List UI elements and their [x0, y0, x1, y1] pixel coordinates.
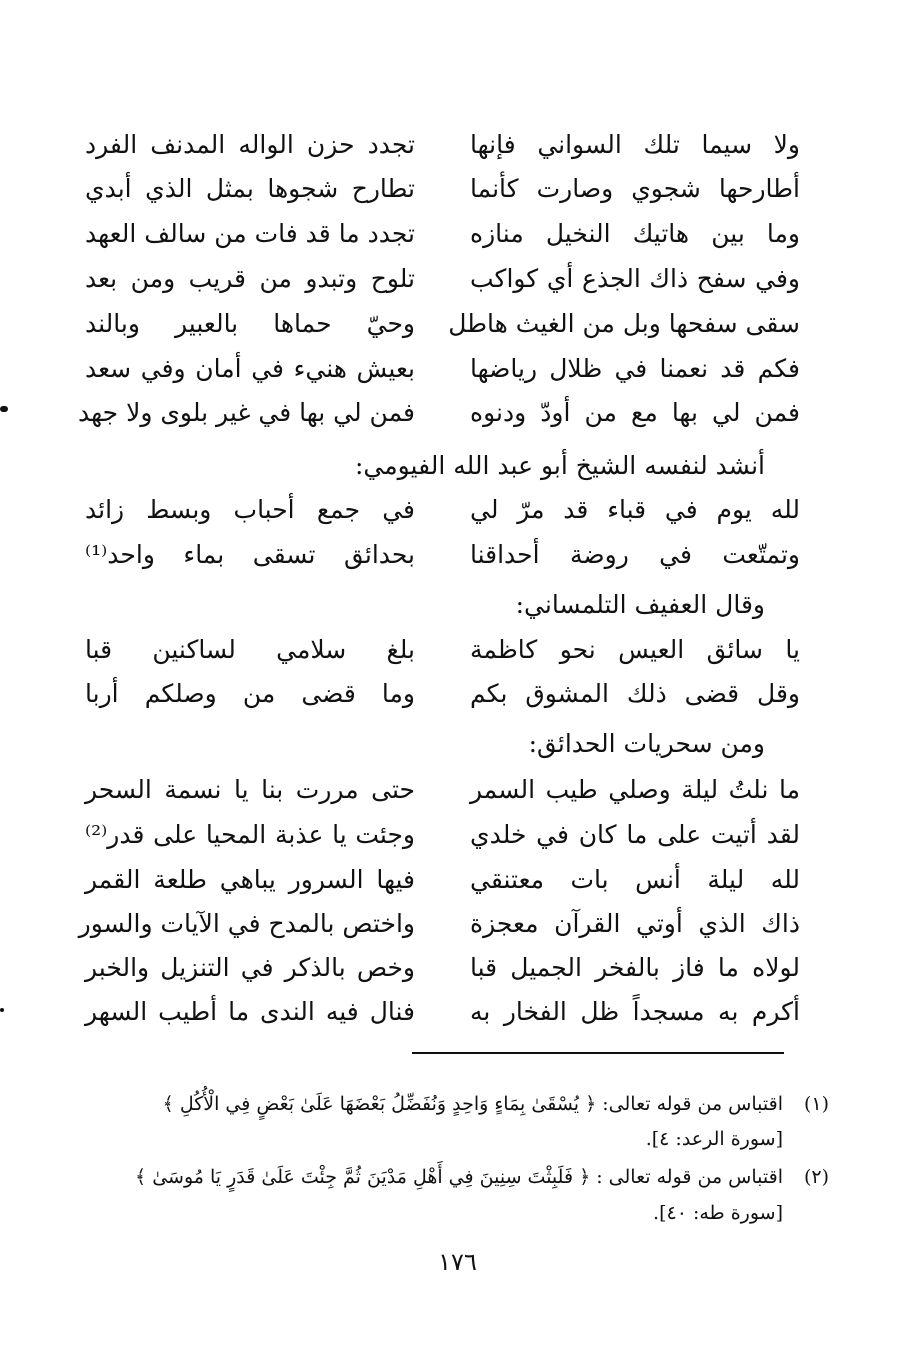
- second-hemistich: فيها السرور يباهي طلعة القمر: [85, 865, 415, 894]
- second-hemistich: واختص بالمدح في الآيات والسور: [78, 909, 415, 938]
- footnote-reference: [سورة طه: ٤٠].: [653, 1202, 783, 1224]
- first-hemistich: فمن لي بها مع من أودّ ودنوه: [470, 398, 800, 427]
- first-hemistich: ذاك الذي أوتي القرآن معجزة: [470, 909, 800, 938]
- first-hemistich: أطارحها شجوي وصارت كأنما: [470, 174, 800, 203]
- second-hemistich: بحدائق تسقى بماء واحد⁽¹⁾: [85, 540, 415, 569]
- verse-line: [70, 945, 800, 991]
- second-hemistich: في جمع أحباب وبسط زائد: [85, 495, 415, 524]
- verse-line: [70, 487, 800, 533]
- footnote-text: اقتباس من قوله تعالى: ﴿ يُسْقَىٰ بِمَاءٍ وَاحِدٍ وَنُفَضِّلُ بَعْضَهَا عَلَىٰ بَعْضٍ فِي الْأُكُلِ ﴾: [162, 1093, 783, 1115]
- second-hemistich: بلغ سلامي لساكنين قبا: [85, 635, 415, 664]
- first-hemistich: وتمتّعت في روضة أحداقنا: [470, 540, 800, 569]
- page-number: ١٧٦: [438, 1248, 477, 1276]
- footnote-text: اقتباس من قوله تعالى : ﴿ فَلَبِثْتَ سِنِينَ فِي أَهْلِ مَدْيَنَ ثُمَّ جِئْتَ عَلَىٰ قَدَرٍ يَا مُوسَىٰ ﴾: [135, 1166, 783, 1188]
- verse-line: [70, 122, 800, 168]
- second-hemistich: تجدد حزن الواله المدنف الفرد: [85, 130, 415, 159]
- second-hemistich: تطارح شجوها بمثل الذي أبدي: [85, 174, 415, 203]
- footnote-separator: [412, 1052, 784, 1054]
- first-hemistich: ما نلتُ ليلة وصلي طيب السمر: [470, 775, 800, 804]
- second-hemistich: تلوح وتبدو من قريب ومن بعد: [85, 264, 415, 293]
- footnote-reference: [سورة الرعد: ٤].: [645, 1128, 783, 1150]
- second-hemistich: تجدد ما قد فات من سالف العهد: [85, 219, 415, 248]
- first-hemistich: لله يوم في قباء قد مرّ لي: [470, 495, 800, 524]
- second-hemistich: وجئت يا عذبة المحيا على قدر⁽²⁾: [85, 820, 415, 849]
- scan-mark: [0, 406, 8, 412]
- section-intro: وقال العفيف التلمساني:: [515, 590, 765, 619]
- first-hemistich: لقد أتيت على ما كان في خلدي: [470, 820, 800, 849]
- first-hemistich: سقى سفحها وبل من الغيث هاطل: [448, 309, 800, 338]
- first-hemistich: لولاه ما فاز بالفخر الجميل قبا: [470, 953, 800, 982]
- second-hemistich: حتى مررت بنا يا نسمة السحر: [85, 775, 415, 804]
- verse-line: [70, 857, 800, 903]
- second-hemistich: بعيش هنيء في أمان وفي سعد: [85, 354, 415, 383]
- verse-line: [70, 301, 800, 347]
- section-intro: أنشد لنفسه الشيخ أبو عبد الله الفيومي:: [354, 451, 765, 480]
- verse-line: [70, 901, 800, 947]
- second-hemistich: وما قضى من وصلكم أربا: [85, 679, 415, 708]
- verse-line: [70, 627, 800, 673]
- verse-line: [70, 166, 800, 212]
- first-hemistich: ولا سيما تلك السواني فإنها: [470, 130, 800, 159]
- verse-line: [70, 211, 800, 257]
- first-hemistich: وقل قضى ذلك المشوق بكم: [470, 679, 800, 708]
- first-hemistich: فكم قد نعمنا في ظلال رياضها: [470, 354, 800, 383]
- verse-line: [70, 346, 800, 392]
- second-hemistich: وخص بالذكر في التنزيل والخبر: [85, 953, 415, 982]
- second-hemistich: وحيّ حماها بالعبير وبالند: [85, 309, 415, 338]
- second-hemistich: فنال فيه الندى ما أطيب السهر: [85, 997, 415, 1026]
- verse-line: [70, 671, 800, 717]
- footnote-number: (١): [803, 1093, 829, 1115]
- verse-line: [70, 989, 800, 1035]
- footnote-number: (٢): [803, 1166, 829, 1188]
- first-hemistich: لله ليلة أنس بات معتنقي: [470, 865, 800, 894]
- verse-line: [70, 532, 800, 578]
- section-intro: ومن سحريات الحدائق:: [528, 729, 765, 758]
- scan-mark: [0, 1008, 4, 1012]
- first-hemistich: وما بين هاتيك النخيل منازه: [470, 219, 800, 248]
- second-hemistich: فمن لي بها في غير بلوى ولا جهد: [78, 398, 415, 427]
- first-hemistich: يا سائق العيس نحو كاظمة: [470, 635, 800, 664]
- first-hemistich: أكرم به مسجداً ظل الفخار به: [470, 997, 800, 1026]
- verse-line: [70, 390, 800, 436]
- verse-line: [70, 767, 800, 813]
- verse-line: [70, 256, 800, 302]
- first-hemistich: وفي سفح ذاك الجذع أي كواكب: [470, 264, 800, 293]
- verse-line: [70, 812, 800, 858]
